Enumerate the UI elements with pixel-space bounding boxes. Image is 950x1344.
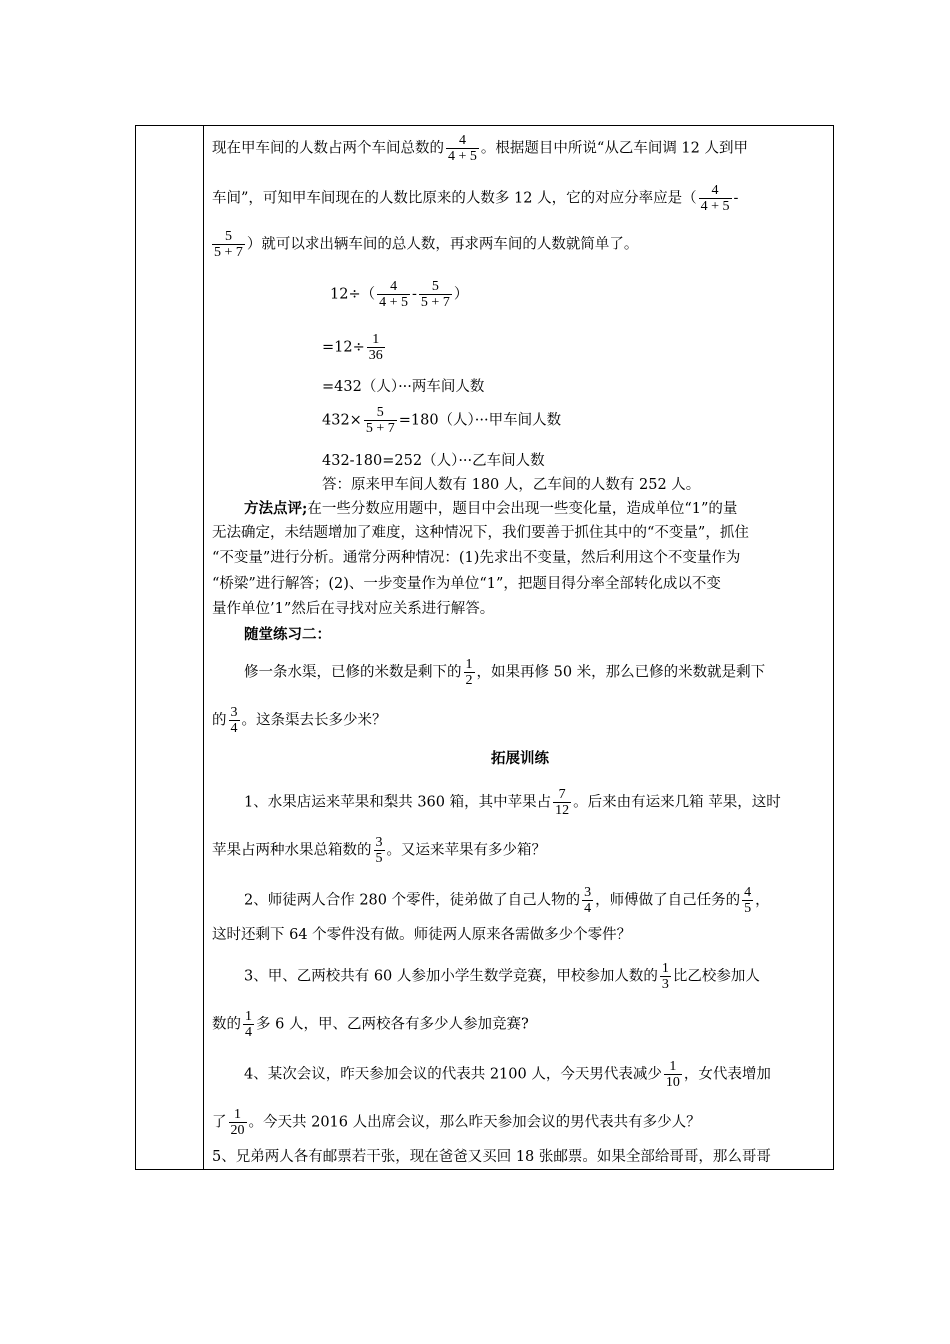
fraction: $\frac{1}{4}$ [245,1009,252,1040]
table-left-column [136,126,204,1169]
comment-line-5: 量作单位’1”然后在寻找对应关系进行解答。 [212,601,495,617]
fraction: $\frac{3}{4}$ [584,885,592,916]
q3-line-1: 3、甲、乙两校共有 60 人参加小学生数学竞赛，甲校参加人数的 $\frac{1}{3}$ 比乙校参加人 [244,961,760,992]
calc-line-5: 432-180=252（人）···乙车间人数 [322,453,545,469]
fraction: $\frac{4}{4 + 5}$ [700,183,730,214]
q2-line-1: 2、师徒两人合作 280 个零件，徒弟做了自己人物的 $\frac{3}{4}$ ，师傅做了自己任务的 $\frac{4}{5}$ ， [244,885,770,916]
comment-label: 方法点评; [244,500,308,517]
text: - [733,190,739,207]
text: 。根据题目中所说“从乙车间调 12 人到甲 [480,140,748,157]
para-line-1 [212,133,748,164]
calc-line-1: 12÷（ $\frac{4}{4 + 5}$ - $\frac{5}{5 + 7}$ ） [330,279,469,310]
comment-line-1: 方法点评;在一些分数应用题中，题目中会出现一些变化量，造成单位“1”的量 [244,500,738,517]
comment-line-2: 无法确定，未结题增加了难度，这种情况下，我们要善于抓住其中的“不变量”，抓住 [212,525,749,541]
fraction: $\frac{1}{3}$ [661,961,669,992]
practice-title: 随堂练习二： [244,626,331,643]
para-line-2 [212,183,738,214]
para-line-3 [212,229,638,260]
q2-line-2: 这时还剩下 64 个零件没有做。师徒两人原来各需做多少个零件？ [212,927,632,943]
practice-line-2: 的 $\frac{3}{4}$ 。这条渠去长多少米？ [212,705,387,736]
fraction: $\frac{3}{5}$ [375,835,383,866]
comment-line-3: “不变量”进行分析。通常分两种情况：(1)先求出不变量，然后利用这个不变量作为 [212,550,741,566]
answer-line: 答：原来甲车间人数有 180 人，乙车间的人数有 252 人。 [322,477,701,493]
fraction: $\frac{3}{4}$ [230,705,238,736]
q4-line-2: 了 $\frac{1}{20}$ 。今天共 2016 人出席会议，那么昨天参加会议的男代表共有多少人？ [212,1107,701,1138]
fraction: $\frac{4}{5}$ [744,885,752,916]
fraction: $\frac{1}{2}$ [465,657,473,688]
fraction: $\frac{1}{36}$ [368,332,383,363]
text: 现在甲车间的人数占两个车间总数的 [212,140,444,157]
q4-line-1: 4、某次会议，昨天参加会议的代表共 2100 人，今天男代表减少 $\frac{1}{10}$ ，女代表增加 [244,1059,771,1090]
fraction: $\frac{5}{5 + 7}$ [365,405,395,436]
fraction: $\frac{5}{5 + 7}$ [214,229,243,260]
extend-title: 拓展训练 [491,750,549,767]
fraction: $\frac{1}{10}$ [665,1059,680,1090]
calc-line-3: =432（人）···两车间人数 [322,379,485,395]
comment-line-4: “桥梁”进行解答；(2)、一步变量作为单位“1”，把题目得分率全部转化成以不变 [212,576,721,592]
text: 车间”，可知甲车间现在的人数比原来的人数多 12 人，它的对应分率应是（ [212,190,697,207]
text: ）就可以求出辆车间的总人数，再求两车间的人数就简单了。 [246,236,639,253]
practice-line-1: 修一条水渠，已修的米数是剩下的 $\frac{1}{2}$ ，如果再修 50 米，那么已修的米数就是剩下 [244,657,766,688]
calc-line-2: =12÷ $\frac{1}{36}$ [322,332,383,363]
q1-line-1: 1、水果店运来苹果和梨共 360 箱，其中苹果占 $\frac{7}{12}$ 。后来由有运来几箱 苹果，这时 [244,787,781,818]
fraction: $\frac{5}{5 + 7}$ [420,279,450,310]
q5-line-1: 5、兄弟两人各有邮票若干张，现在爸爸又买回 18 张邮票。如果全部给哥哥，那么哥哥 [212,1149,771,1165]
q3-line-2: 数的 $\frac{1}{4}$ 多 6 人，甲、乙两校各有多少人参加竞赛? [212,1009,529,1040]
q1-line-2: 苹果占两种水果总箱数的 $\frac{3}{5}$ 。又运来苹果有多少箱？ [212,835,546,866]
fraction: $\frac{7}{12}$ [555,787,570,818]
calc-line-4: 432× $\frac{5}{5 + 7}$ =180（人）···甲车间人数 [322,405,562,436]
fraction: $\frac{1}{20}$ [230,1107,245,1138]
fraction: $\frac{4}{4 + 5}$ [448,133,477,164]
fraction: $\frac{4}{4 + 5}$ [379,279,409,310]
